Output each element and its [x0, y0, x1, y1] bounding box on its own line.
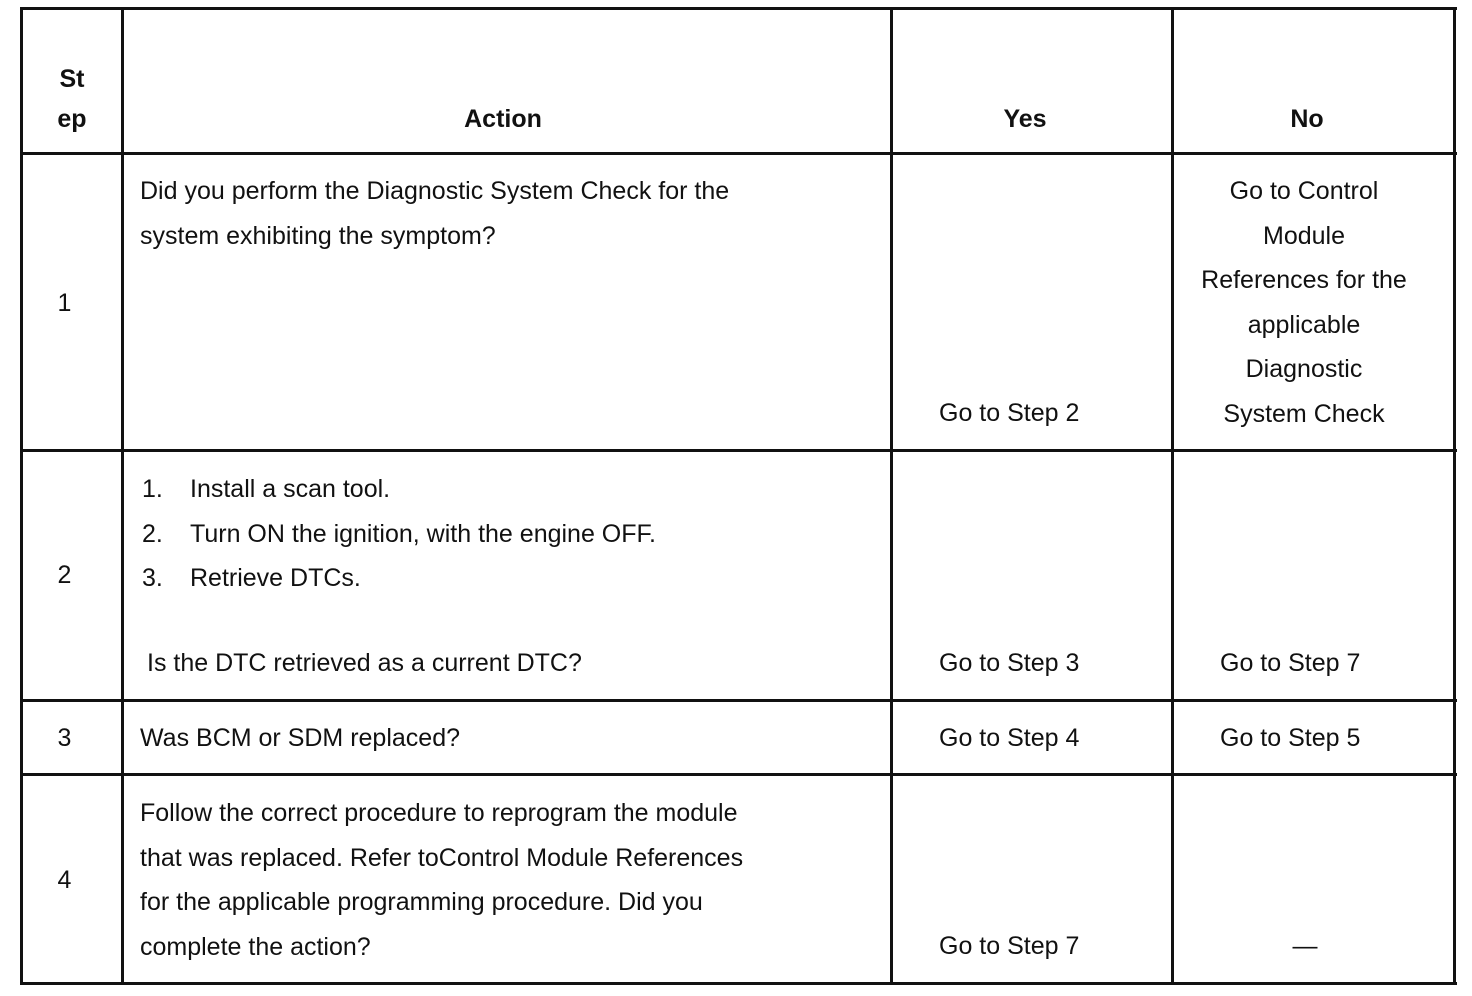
step-number: 4 — [57, 866, 72, 894]
action-list — [142, 467, 882, 601]
yes-result: Go to Step 4 — [939, 724, 1080, 752]
list-item: 3. Retrieve DTCs. — [142, 564, 361, 592]
table-border-bottom — [20, 982, 1457, 985]
action-text: Did you perform the Diagnostic System Check for the system exhibiting the symptom? — [140, 177, 730, 250]
action-text: Follow the correct procedure to reprogram the module that was replaced. Refer toControl Module References for the applicable programming procedure. Did you complete the action? — [140, 799, 744, 961]
yes-result: Go to Step 3 — [939, 649, 1080, 677]
step-number: 3 — [57, 724, 72, 752]
action-text: Was BCM or SDM replaced? — [140, 724, 460, 752]
no-result: Go to Step 7 — [1220, 649, 1361, 677]
header-divider — [20, 152, 1457, 155]
header-no: No — [1290, 105, 1324, 133]
header-action: Action — [464, 105, 542, 133]
step-number: 1 — [57, 289, 72, 317]
list-item: 1. Install a scan tool. — [142, 475, 391, 503]
header-step: St ep — [57, 65, 87, 133]
diagnostic-table — [20, 7, 1457, 985]
yes-result: Go to Step 7 — [939, 932, 1080, 960]
action-question: Is the DTC retrieved as a current DTC? — [147, 649, 582, 677]
header-yes: Yes — [1003, 105, 1047, 133]
yes-result: Go to Step 2 — [939, 399, 1080, 427]
table-border-top — [20, 7, 1457, 10]
column-divider — [1171, 7, 1174, 985]
column-divider — [1453, 7, 1456, 985]
column-divider — [121, 7, 124, 985]
no-result: — — [1292, 932, 1318, 960]
no-result: Go to Step 5 — [1220, 724, 1361, 752]
step-number: 2 — [57, 561, 72, 589]
row-divider — [20, 699, 1457, 702]
no-result: Go to Control Module References for the applicable Diagnostic System Check — [1201, 177, 1407, 428]
list-item: 2. Turn ON the ignition, with the engine OFF. — [142, 519, 656, 548]
column-divider — [20, 7, 23, 985]
row-divider — [20, 773, 1457, 776]
row-divider — [20, 449, 1457, 452]
column-divider — [890, 7, 893, 985]
